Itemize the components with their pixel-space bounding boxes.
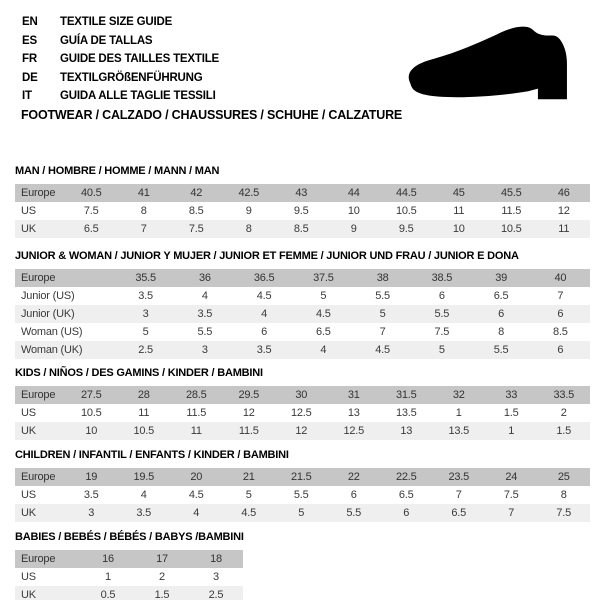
size-table-title: BABIES / BEBÉS / BÉBÉS / BABYS /BAMBINI xyxy=(15,531,244,543)
size-cell: 6.5 xyxy=(380,486,433,504)
size-cell: 7 xyxy=(433,486,486,504)
size-table xyxy=(15,184,590,238)
size-cell: 8.5 xyxy=(170,202,223,220)
size-cell: 36 xyxy=(175,269,234,287)
size-cell: 31.5 xyxy=(380,386,433,404)
size-cell: 5.5 xyxy=(175,323,234,341)
size-cell: 1 xyxy=(433,404,486,422)
row-label: Europe xyxy=(15,386,65,404)
size-table-section xyxy=(15,250,590,359)
language-title-list xyxy=(22,13,219,106)
row-label: US xyxy=(15,486,65,504)
size-row xyxy=(15,386,590,404)
size-cell: 7.5 xyxy=(485,486,538,504)
size-cell: 4 xyxy=(170,504,223,522)
size-cell: 12.5 xyxy=(328,422,381,440)
size-cell: 9 xyxy=(223,202,276,220)
row-label: US xyxy=(15,202,65,220)
size-cell: 1 xyxy=(485,422,538,440)
row-label: Junior (US) xyxy=(15,287,116,305)
size-cell: 17 xyxy=(135,550,189,568)
size-row xyxy=(15,184,590,202)
size-cell: 10 xyxy=(65,422,118,440)
size-row xyxy=(15,202,590,220)
size-row xyxy=(15,486,590,504)
size-cell: 11.5 xyxy=(223,422,276,440)
size-cell: 16 xyxy=(81,550,135,568)
size-cell: 4.5 xyxy=(235,287,294,305)
size-cell: 27.5 xyxy=(65,386,118,404)
size-cell: 19.5 xyxy=(118,468,171,486)
size-cell: 5.5 xyxy=(412,305,471,323)
size-row xyxy=(15,422,590,440)
size-cell: 28.5 xyxy=(170,386,223,404)
size-table-section xyxy=(15,449,590,522)
size-cell: 30 xyxy=(275,386,328,404)
size-cell: 43 xyxy=(275,184,328,202)
size-cell: 8 xyxy=(118,202,171,220)
size-cell: 7 xyxy=(485,504,538,522)
size-cell: 6 xyxy=(380,504,433,522)
size-cell: 10 xyxy=(328,202,381,220)
size-row xyxy=(15,341,590,359)
size-cell: 3.5 xyxy=(175,305,234,323)
row-label: Europe xyxy=(15,184,65,202)
size-cell: 3.5 xyxy=(116,287,175,305)
size-cell: 12 xyxy=(275,422,328,440)
size-cell: 5.5 xyxy=(353,287,412,305)
row-label: Europe xyxy=(15,468,65,486)
size-cell: 22.5 xyxy=(380,468,433,486)
size-cell: 38.5 xyxy=(412,269,471,287)
category-heading: FOOTWEAR / CALZADO / CHAUSSURES / SCHUHE / CALZATURE xyxy=(21,108,403,122)
size-row xyxy=(15,550,243,568)
size-table-title: KIDS / NIÑOS / DES GAMINS / KINDER / BAMBINI xyxy=(15,367,263,379)
size-cell: 42 xyxy=(170,184,223,202)
size-cell: 11 xyxy=(118,404,171,422)
language-title: GUIDE DES TAILLES TEXTILE xyxy=(60,53,219,65)
size-cell: 4 xyxy=(235,305,294,323)
size-tables xyxy=(15,165,590,600)
size-cell: 6.5 xyxy=(472,287,531,305)
size-cell: 8 xyxy=(472,323,531,341)
size-cell: 46 xyxy=(538,184,591,202)
size-cell: 6 xyxy=(531,341,590,359)
language-code: FR xyxy=(22,53,37,65)
size-cell: 2.5 xyxy=(116,341,175,359)
size-cell: 1.5 xyxy=(135,586,189,600)
size-cell: 10.5 xyxy=(65,404,118,422)
size-cell: 3.5 xyxy=(65,486,118,504)
size-cell: 5 xyxy=(223,486,276,504)
size-cell: 3.5 xyxy=(118,504,171,522)
size-cell: 3 xyxy=(189,568,243,586)
size-cell: 7.5 xyxy=(412,323,471,341)
size-row xyxy=(15,504,590,522)
size-cell: 7 xyxy=(118,220,171,238)
size-cell: 13.5 xyxy=(433,422,486,440)
size-cell: 2 xyxy=(538,404,591,422)
size-cell: 33.5 xyxy=(538,386,591,404)
size-cell: 12 xyxy=(538,202,591,220)
row-label: Junior (UK) xyxy=(15,305,116,323)
size-cell: 21 xyxy=(223,468,276,486)
size-cell: 10.5 xyxy=(380,202,433,220)
size-cell: 7.5 xyxy=(170,220,223,238)
size-row xyxy=(15,269,590,287)
size-cell: 4.5 xyxy=(294,305,353,323)
size-row xyxy=(15,586,243,600)
size-cell: 6 xyxy=(472,305,531,323)
size-table xyxy=(15,386,590,440)
row-label: UK xyxy=(15,586,81,600)
size-cell: 2 xyxy=(135,568,189,586)
size-cell: 11.5 xyxy=(170,404,223,422)
size-cell: 19 xyxy=(65,468,118,486)
size-table-title: JUNIOR & WOMAN / JUNIOR Y MUJER / JUNIOR ET FEMME / JUNIOR UND FRAU / JUNIOR E DONA xyxy=(15,250,519,262)
row-label: Woman (US) xyxy=(15,323,116,341)
size-cell: 9.5 xyxy=(275,202,328,220)
size-cell: 45.5 xyxy=(485,184,538,202)
size-cell: 8.5 xyxy=(531,323,590,341)
size-cell: 8 xyxy=(538,486,591,504)
size-cell: 35.5 xyxy=(116,269,175,287)
language-title: TEXTILE SIZE GUIDE xyxy=(60,16,173,28)
size-table-section xyxy=(15,367,590,440)
size-cell: 4 xyxy=(175,287,234,305)
size-row xyxy=(15,468,590,486)
language-row-fr xyxy=(22,50,219,69)
size-cell: 20 xyxy=(170,468,223,486)
size-cell: 4 xyxy=(118,486,171,504)
size-cell: 12.5 xyxy=(275,404,328,422)
size-cell: 9 xyxy=(328,220,381,238)
size-row xyxy=(15,568,243,586)
size-row xyxy=(15,220,590,238)
size-table-section xyxy=(15,165,590,238)
size-cell: 24 xyxy=(485,468,538,486)
size-cell: 18 xyxy=(189,550,243,568)
language-code: EN xyxy=(22,16,38,28)
size-cell: 44 xyxy=(328,184,381,202)
size-cell: 36.5 xyxy=(235,269,294,287)
size-cell: 5.5 xyxy=(472,341,531,359)
language-code: ES xyxy=(22,34,37,47)
language-row-de xyxy=(22,69,219,88)
language-row-es xyxy=(22,32,219,51)
size-cell: 5 xyxy=(412,341,471,359)
language-code: DE xyxy=(22,71,38,84)
size-cell: 6 xyxy=(531,305,590,323)
size-row xyxy=(15,404,590,422)
language-title: GUIDA ALLE TAGLIE TESSILI xyxy=(60,90,216,102)
size-cell: 5 xyxy=(116,323,175,341)
size-cell: 4 xyxy=(294,341,353,359)
row-label: UK xyxy=(15,422,65,440)
size-cell: 13 xyxy=(380,422,433,440)
size-cell: 6.5 xyxy=(294,323,353,341)
size-cell: 7.5 xyxy=(538,504,591,522)
dress-shoe-icon xyxy=(388,20,584,108)
row-label: UK xyxy=(15,220,65,238)
row-label: Europe xyxy=(15,550,81,568)
size-cell: 10.5 xyxy=(118,422,171,440)
size-cell: 11.5 xyxy=(485,202,538,220)
size-cell: 3.5 xyxy=(235,341,294,359)
size-table xyxy=(15,468,590,522)
size-cell: 4.5 xyxy=(170,486,223,504)
size-cell: 1.5 xyxy=(538,422,591,440)
size-cell: 6 xyxy=(235,323,294,341)
size-table-section xyxy=(15,531,590,600)
size-row xyxy=(15,287,590,305)
size-cell: 1.5 xyxy=(485,404,538,422)
size-table-title: CHILDREN / INFANTIL / ENFANTS / KINDER / BAMBINI xyxy=(15,449,289,461)
row-label: Europe xyxy=(15,269,116,287)
size-table xyxy=(15,269,590,359)
size-table xyxy=(15,550,243,600)
size-cell: 3 xyxy=(65,504,118,522)
row-label: Woman (UK) xyxy=(15,341,116,359)
size-cell: 33 xyxy=(485,386,538,404)
language-code: IT xyxy=(22,90,32,102)
size-cell: 13 xyxy=(328,404,381,422)
size-row xyxy=(15,305,590,323)
size-cell: 37.5 xyxy=(294,269,353,287)
size-cell: 11 xyxy=(538,220,591,238)
size-cell: 10 xyxy=(433,220,486,238)
size-cell: 3 xyxy=(175,341,234,359)
size-cell: 25 xyxy=(538,468,591,486)
language-title: TEXTILGRÖßENFÜHRUNG xyxy=(60,71,203,84)
size-cell: 10.5 xyxy=(485,220,538,238)
size-cell: 44.5 xyxy=(380,184,433,202)
size-cell: 5 xyxy=(353,305,412,323)
size-cell: 6.5 xyxy=(433,504,486,522)
size-cell: 40.5 xyxy=(65,184,118,202)
size-cell: 28 xyxy=(118,386,171,404)
size-cell: 8.5 xyxy=(275,220,328,238)
size-cell: 23.5 xyxy=(433,468,486,486)
size-cell: 3 xyxy=(116,305,175,323)
size-cell: 5.5 xyxy=(275,486,328,504)
size-cell: 21.5 xyxy=(275,468,328,486)
row-label: US xyxy=(15,568,81,586)
size-cell: 4.5 xyxy=(223,504,276,522)
size-cell: 8 xyxy=(223,220,276,238)
size-cell: 5 xyxy=(275,504,328,522)
size-table-title: MAN / HOMBRE / HOMME / MANN / MAN xyxy=(15,165,220,177)
size-cell: 7 xyxy=(353,323,412,341)
size-cell: 1 xyxy=(81,568,135,586)
language-row-it xyxy=(22,87,219,106)
size-cell: 7 xyxy=(531,287,590,305)
size-row xyxy=(15,323,590,341)
size-cell: 41 xyxy=(118,184,171,202)
size-cell: 7.5 xyxy=(65,202,118,220)
language-row-en xyxy=(22,13,219,32)
size-cell: 32 xyxy=(433,386,486,404)
language-title: GUÍA DE TALLAS xyxy=(60,34,153,47)
size-cell: 11 xyxy=(170,422,223,440)
size-cell: 6 xyxy=(412,287,471,305)
size-cell: 4.5 xyxy=(353,341,412,359)
size-cell: 29.5 xyxy=(223,386,276,404)
size-cell: 0.5 xyxy=(81,586,135,600)
size-cell: 9.5 xyxy=(380,220,433,238)
size-cell: 31 xyxy=(328,386,381,404)
size-cell: 5 xyxy=(294,287,353,305)
size-cell: 6.5 xyxy=(65,220,118,238)
size-cell: 5.5 xyxy=(328,504,381,522)
size-cell: 39 xyxy=(472,269,531,287)
size-cell: 2.5 xyxy=(189,586,243,600)
size-cell: 6 xyxy=(328,486,381,504)
row-label: UK xyxy=(15,504,65,522)
size-cell: 22 xyxy=(328,468,381,486)
size-cell: 12 xyxy=(223,404,276,422)
size-cell: 40 xyxy=(531,269,590,287)
size-cell: 38 xyxy=(353,269,412,287)
size-cell: 42.5 xyxy=(223,184,276,202)
size-cell: 13.5 xyxy=(380,404,433,422)
row-label: US xyxy=(15,404,65,422)
size-cell: 11 xyxy=(433,202,486,220)
size-cell: 45 xyxy=(433,184,486,202)
